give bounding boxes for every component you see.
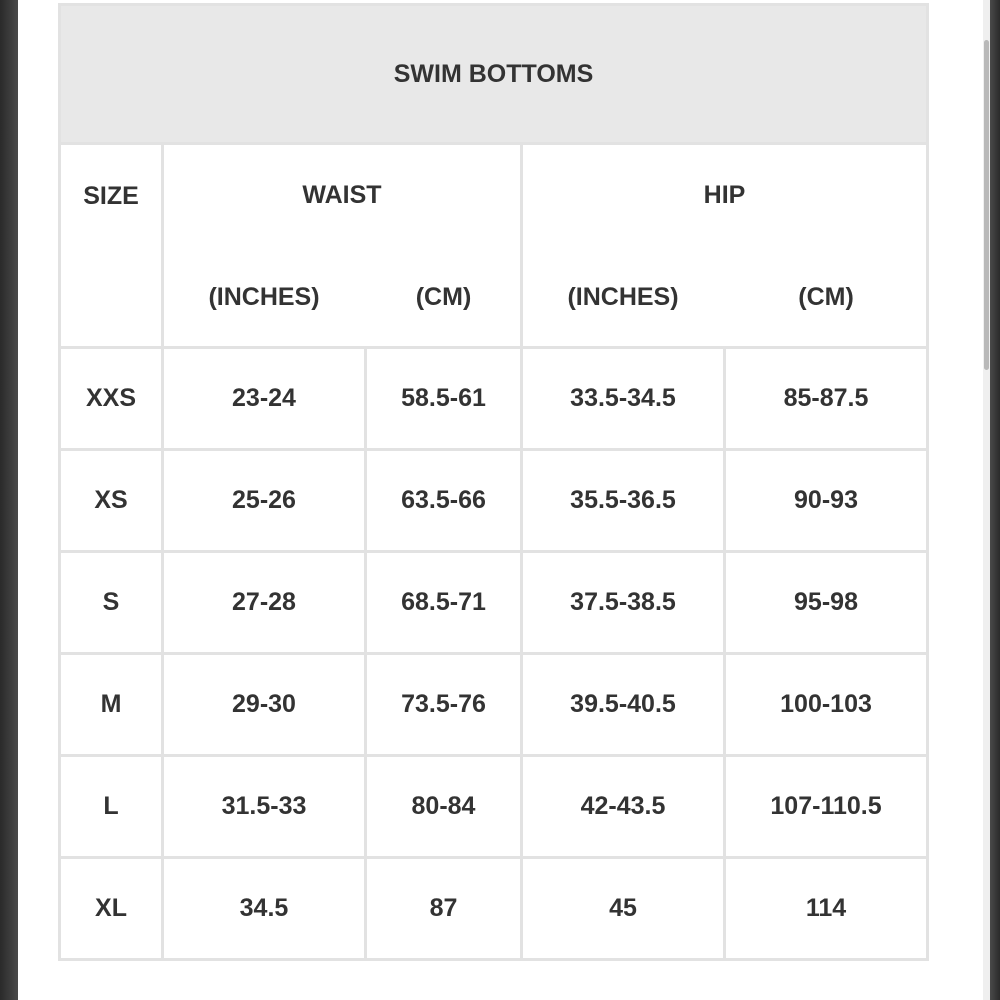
header-size-label: SIZE bbox=[83, 182, 139, 210]
waist-cm-value: 68.5-71 bbox=[366, 552, 522, 654]
header-unit-row bbox=[60, 247, 928, 348]
page bbox=[18, 0, 983, 1000]
header-group-row bbox=[60, 144, 928, 247]
size-label: XXS bbox=[60, 348, 163, 450]
size-label: XS bbox=[60, 450, 163, 552]
table-row bbox=[60, 858, 928, 960]
waist-cm-value: 63.5-66 bbox=[366, 450, 522, 552]
hip-cm-value: 100-103 bbox=[725, 654, 928, 756]
waist-cm-value: 58.5-61 bbox=[366, 348, 522, 450]
hip-inches-value: 37.5-38.5 bbox=[522, 552, 725, 654]
hip-cm-value: 90-93 bbox=[725, 450, 928, 552]
header-unit-waist-inches: (INCHES) bbox=[163, 247, 366, 348]
hip-cm-value: 95-98 bbox=[725, 552, 928, 654]
header-size bbox=[60, 144, 163, 348]
waist-inches-value: 34.5 bbox=[163, 858, 366, 960]
header-unit-hip-cm: (CM) bbox=[725, 247, 928, 348]
hip-cm-value: 114 bbox=[725, 858, 928, 960]
table-title: SWIM BOTTOMS bbox=[60, 5, 928, 144]
waist-inches-value: 31.5-33 bbox=[163, 756, 366, 858]
header-unit-waist-cm: (CM) bbox=[366, 247, 522, 348]
hip-inches-value: 42-43.5 bbox=[522, 756, 725, 858]
waist-cm-value: 80-84 bbox=[366, 756, 522, 858]
table-row bbox=[60, 756, 928, 858]
waist-inches-value: 25-26 bbox=[163, 450, 366, 552]
waist-cm-value: 87 bbox=[366, 858, 522, 960]
waist-inches-value: 23-24 bbox=[163, 348, 366, 450]
hip-inches-value: 45 bbox=[522, 858, 725, 960]
size-label: XL bbox=[60, 858, 163, 960]
hip-inches-value: 35.5-36.5 bbox=[522, 450, 725, 552]
title-row bbox=[60, 5, 928, 144]
hip-cm-value: 85-87.5 bbox=[725, 348, 928, 450]
header-waist: WAIST bbox=[163, 144, 522, 247]
size-label: L bbox=[60, 756, 163, 858]
table-row bbox=[60, 552, 928, 654]
scrollbar-thumb[interactable] bbox=[984, 40, 989, 370]
waist-inches-value: 29-30 bbox=[163, 654, 366, 756]
waist-cm-value: 73.5-76 bbox=[366, 654, 522, 756]
table-row bbox=[60, 450, 928, 552]
header-hip: HIP bbox=[522, 144, 928, 247]
hip-cm-value: 107-110.5 bbox=[725, 756, 928, 858]
window-right-edge bbox=[990, 0, 1000, 1000]
header-unit-hip-inches: (INCHES) bbox=[522, 247, 725, 348]
size-label: S bbox=[60, 552, 163, 654]
window-left-edge bbox=[0, 0, 18, 1000]
hip-inches-value: 33.5-34.5 bbox=[522, 348, 725, 450]
waist-inches-value: 27-28 bbox=[163, 552, 366, 654]
size-label: M bbox=[60, 654, 163, 756]
size-chart-table bbox=[58, 3, 929, 961]
hip-inches-value: 39.5-40.5 bbox=[522, 654, 725, 756]
table-row bbox=[60, 348, 928, 450]
table-row bbox=[60, 654, 928, 756]
